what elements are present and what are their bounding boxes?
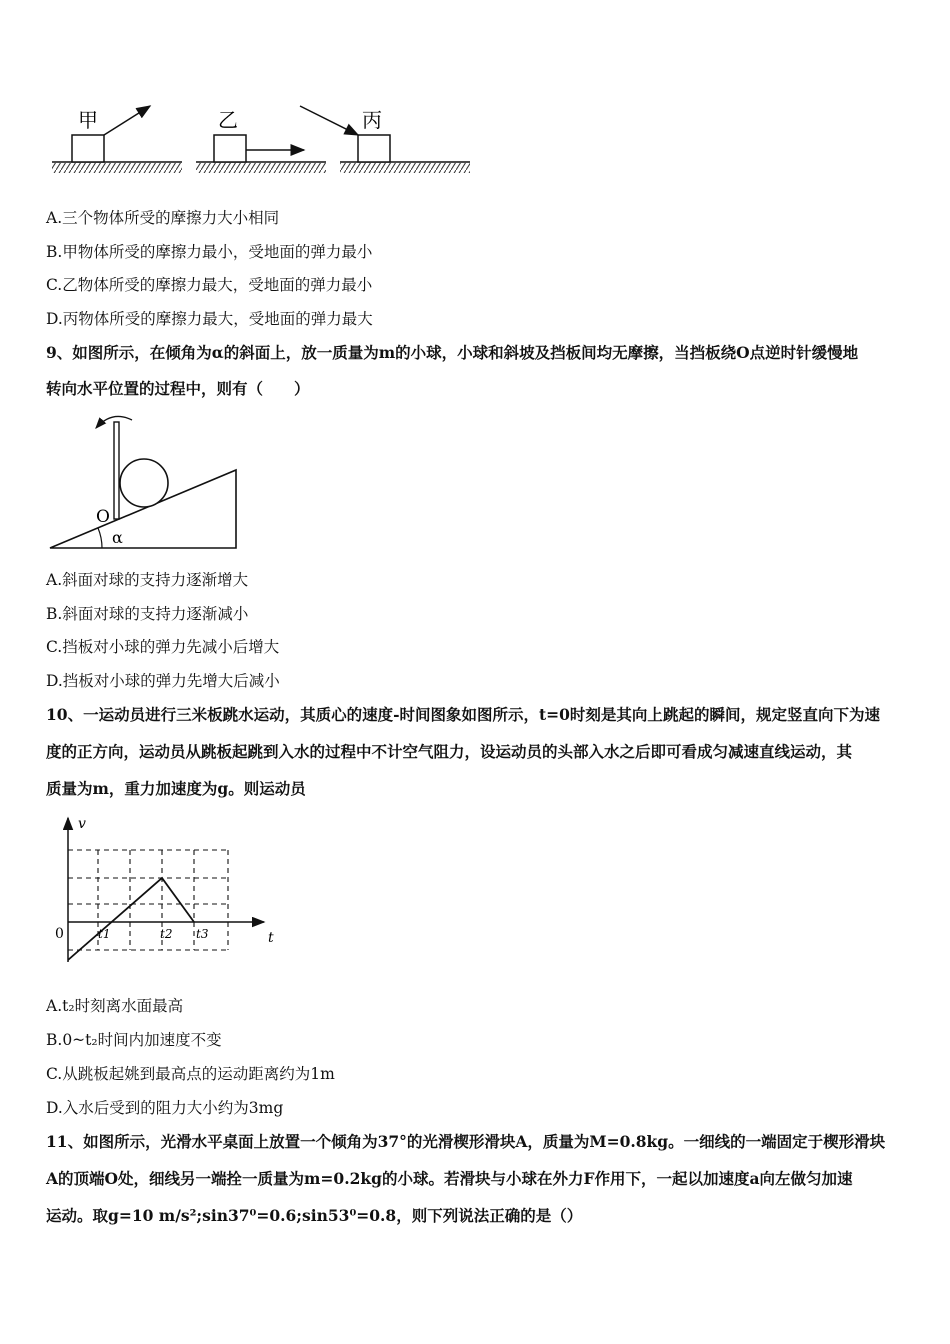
ground-jia bbox=[52, 162, 182, 173]
q11-stem-line-2: A的顶端O处，细线另一端拴一质量为m=0.2kg的小球。若滑块与小球在外力F作用下，一起以加速度a向左做匀加速 bbox=[46, 1169, 853, 1188]
q10-stem-line-3: 质量为m，重力加速度为g。则运动员 bbox=[46, 779, 306, 798]
q10-stem-line-2: 度的正方向，运动员从跳板起跳到入水的过程中不计空气阻力，设运动员的头部入水之后即可看成匀减速直线运动，其 bbox=[46, 742, 853, 761]
q8-option-c: C.乙物体所受的摩擦力最大，受地面的弹力最小 bbox=[46, 276, 373, 294]
ball bbox=[120, 459, 168, 507]
q8-option-d: D.丙物体所受的摩擦力最大，受地面的弹力最大 bbox=[46, 310, 373, 328]
baffle-board bbox=[114, 422, 119, 519]
q9-stem-line-2: 转向水平位置的过程中，则有（ ） bbox=[46, 379, 310, 398]
force-arrow-jia bbox=[104, 106, 150, 135]
q10-stem-line-1: 10、一运动员进行三米板跳水运动，其质心的速度-时间图象如图所示，t=0时刻是其向上跳起的瞬间，规定竖直向下为速 bbox=[46, 705, 880, 724]
q10-option-d: D.入水后受到的阻力大小约为3mg bbox=[46, 1099, 284, 1117]
q10-option-b: B.0~t₂时间内加速度不变 bbox=[46, 1031, 222, 1049]
tick-t3: t3 bbox=[196, 927, 209, 941]
label-yi: 乙 bbox=[218, 108, 238, 132]
block-bing bbox=[358, 135, 390, 162]
velocity-time-graph bbox=[52, 812, 284, 972]
q10-option-a: A.t₂时刻离水面最高 bbox=[46, 997, 184, 1015]
label-jia: 甲 bbox=[78, 108, 98, 132]
pivot-o-label: O bbox=[96, 507, 110, 527]
q9-option-a: A.斜面对球的支持力逐渐增大 bbox=[46, 571, 249, 589]
label-bing: 丙 bbox=[362, 108, 382, 132]
ground-bing bbox=[340, 162, 470, 173]
q9-option-b: B.斜面对球的支持力逐渐减小 bbox=[46, 605, 249, 623]
q9-option-c: C.挡板对小球的弹力先减小后增大 bbox=[46, 638, 280, 656]
tick-t1: t1 bbox=[98, 927, 111, 941]
t-axis-label: t bbox=[268, 930, 274, 946]
q11-stem-line-3: 运动。取g=10 m/s²;sin37⁰=0.6;sin53⁰=0.8，则下列说法正确的是（） bbox=[46, 1206, 583, 1225]
q10-option-c: C.从跳板起姚到最高点的运动距离约为1m bbox=[46, 1065, 335, 1083]
velocity-curve bbox=[68, 878, 194, 960]
v-axis-label: v bbox=[78, 816, 86, 832]
q8-option-b: B.甲物体所受的摩擦力最小，受地面的弹力最小 bbox=[46, 243, 373, 261]
tick-t2: t2 bbox=[160, 927, 173, 941]
force-arrow-bing bbox=[300, 106, 358, 135]
block-yi bbox=[214, 135, 246, 162]
three-blocks-figure bbox=[46, 98, 476, 180]
origin-label: 0 bbox=[55, 926, 64, 942]
incline-ball-figure bbox=[46, 410, 246, 555]
q11-stem-line-1: 11、如图所示，光滑水平桌面上放置一个倾角为37°的光滑楔形滑块A，质量为M=0.8kg。一细线的一端固定于楔形滑块 bbox=[46, 1132, 886, 1151]
angle-alpha-label: α bbox=[112, 528, 123, 547]
ground-yi bbox=[196, 162, 326, 173]
q8-option-a: A.三个物体所受的摩擦力大小相同 bbox=[46, 209, 280, 227]
block-jia bbox=[72, 135, 104, 162]
q9-option-d: D.挡板对小球的弹力先增大后减小 bbox=[46, 672, 280, 690]
q9-stem-line-1: 9、如图所示，在倾角为α的斜面上，放一质量为m的小球，小球和斜坡及挡板间均无摩擦，当挡板绕O点逆时针缓慢地 bbox=[46, 343, 859, 362]
